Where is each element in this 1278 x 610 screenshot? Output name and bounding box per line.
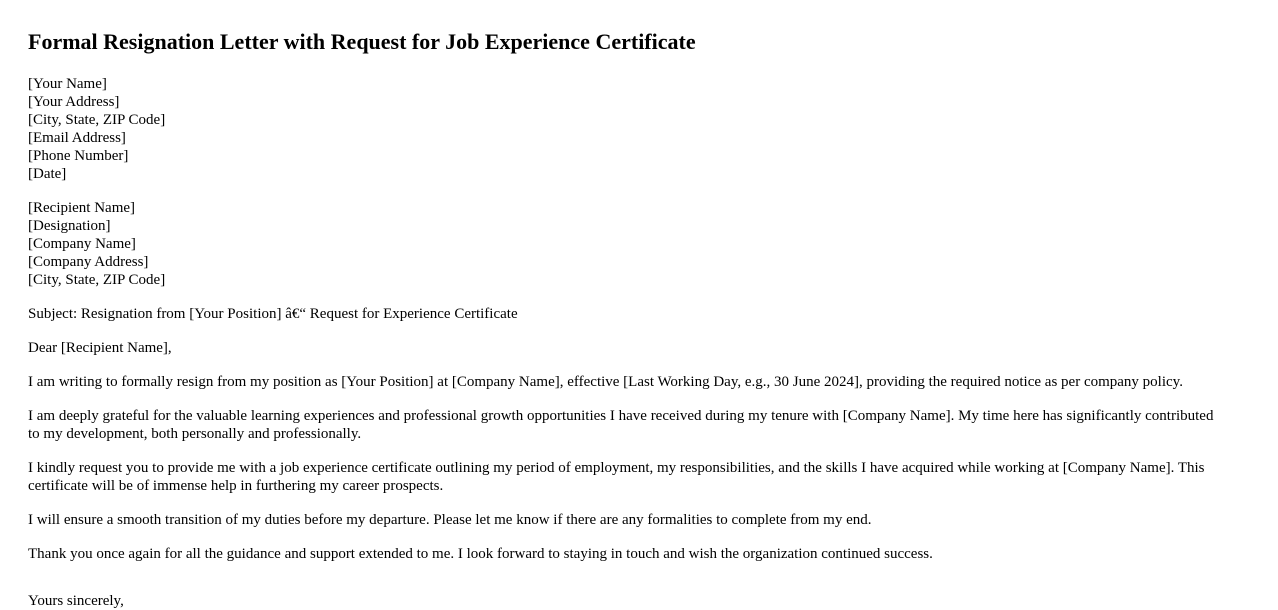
body-paragraph-thanks: Thank you once again for all the guidance and support extended to me. I look forward to staying in touch and wish the organization continued success. — [28, 546, 933, 562]
closing-line: Yours sincerely, — [28, 593, 124, 609]
letter-date: [Date] — [28, 166, 67, 182]
subject-line: Subject: Resignation from [Your Position] â€“ Request for Experience Certificate — [28, 306, 518, 322]
salutation: Dear [Recipient Name], — [28, 340, 172, 356]
body-paragraph-transition: I will ensure a smooth transition of my duties before my departure. Please let me know if there are any formalities to complete from my end. — [28, 512, 872, 528]
body-paragraph-gratitude: I am deeply grateful for the valuable learning experiences and professional growth opportunities I have received during my tenure with [Company Name]. My time here has significantly contributed to my development, both personally and professionally. — [28, 408, 1214, 442]
page-title: Formal Resignation Letter with Request for Job Experience Certificate — [28, 29, 696, 54]
body-paragraph-resignation: I am writing to formally resign from my position as [Your Position] at [Company Name], effective [Last Working Day, e.g., 30 June 2024], providing the required notice as per company policy. — [28, 374, 1183, 390]
sender-address-block — [28, 75, 1228, 183]
sender-city-state-zip: [City, State, ZIP Code] — [28, 112, 166, 128]
sender-phone: [Phone Number] — [28, 148, 129, 164]
recipient-company-address: [Company Address] — [28, 254, 149, 270]
letter-document — [28, 0, 1228, 563]
body-paragraph-certificate-request: I kindly request you to provide me with a job experience certificate outlining my period of employment, my responsibilities, and the skills I have acquired while working at [Company Name]. This certificate will be of immense help in furthering my career prospects. — [28, 460, 1205, 494]
recipient-designation: [Designation] — [28, 218, 111, 234]
sender-email: [Email Address] — [28, 130, 126, 146]
recipient-city-state-zip: [City, State, ZIP Code] — [28, 272, 166, 288]
recipient-name: [Recipient Name] — [28, 200, 136, 216]
sender-name: [Your Name] — [28, 76, 107, 92]
recipient-company-name: [Company Name] — [28, 236, 136, 252]
recipient-address-block — [28, 199, 1228, 289]
sender-address: [Your Address] — [28, 94, 120, 110]
